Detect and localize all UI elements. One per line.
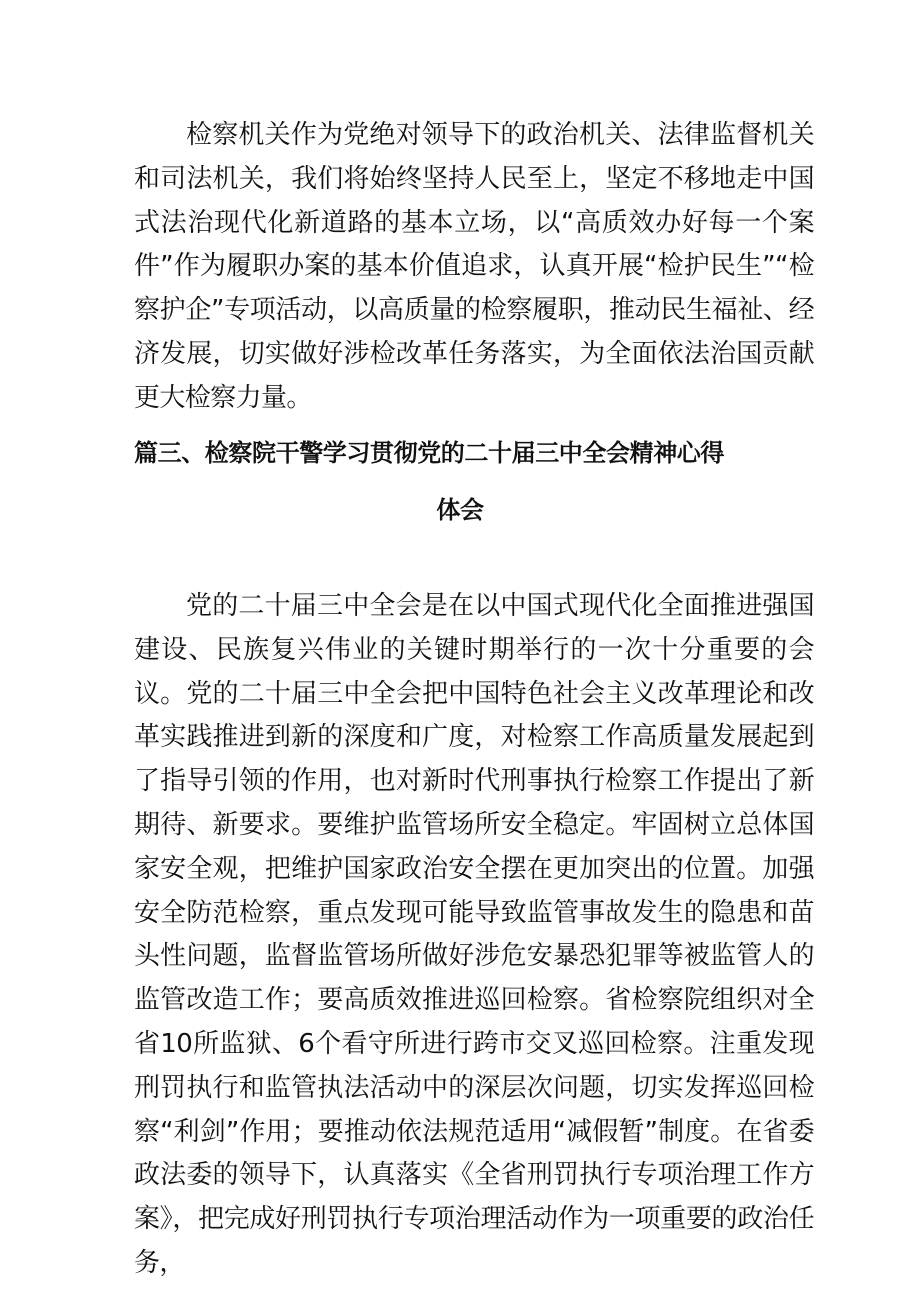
body-paragraph: 检察机关作为党绝对领导下的政治机关、法律监督机关和司法机关，我们将始终坚持人民至上，坚定不移地走中国式法治现代化新道路的基本立场，以“高质效办好每一个案件”作为履职办案的基本价值追求，认真开展“检护民生”“检察护企”专项活动，以高质量的检察履职，推动民生福祉、经济发展，切实做好涉检改革任务落实，为全面依法治国贡献更大检察力量。 — [134, 120, 814, 413]
body-paragraph: 党的二十届三中全会是在以中国式现代化全面推进强国建设、民族复兴伟业的关键时期举行的一次十分重要的会议。党的二十届三中全会把中国特色社会主义改革理论和改革实践推进到新的深度和广度，对检察工作高质量发展起到了指导引领的作用，也对新时代刑事执行检察工作提出了新期待、新要求。要维护监管场所安全稳定。牢固树立总体国家安全观，把维护国家政治安全摆在更加突出的位置。加强安全防范检察，重点发现可能导致监管事故发生的隐患和苗头性问题，监督监管场所做好涉危安暴恐犯罪等被监管人的监管改造工作；要高质效推进巡回检察。省检察院组织对全省10所监狱、6个看守所进行跨市交叉巡回检察。注重发现刑罚执行和监管执法活动中的深层次问题，切实发挥巡回检察“利剑”作用；要推动依法规范适用“减假暂”制度。在省委政法委的领导下，认真落实《全省刑罚执行专项治理工作方案》，把完成好刑罚执行专项治理活动作为一项重要的政治任务， — [134, 591, 814, 1278]
section-heading: 篇三、检察院干警学习贯彻党的二十届三中全会精神心得 — [134, 439, 724, 467]
section-heading-continuation: 体会 — [436, 496, 484, 524]
